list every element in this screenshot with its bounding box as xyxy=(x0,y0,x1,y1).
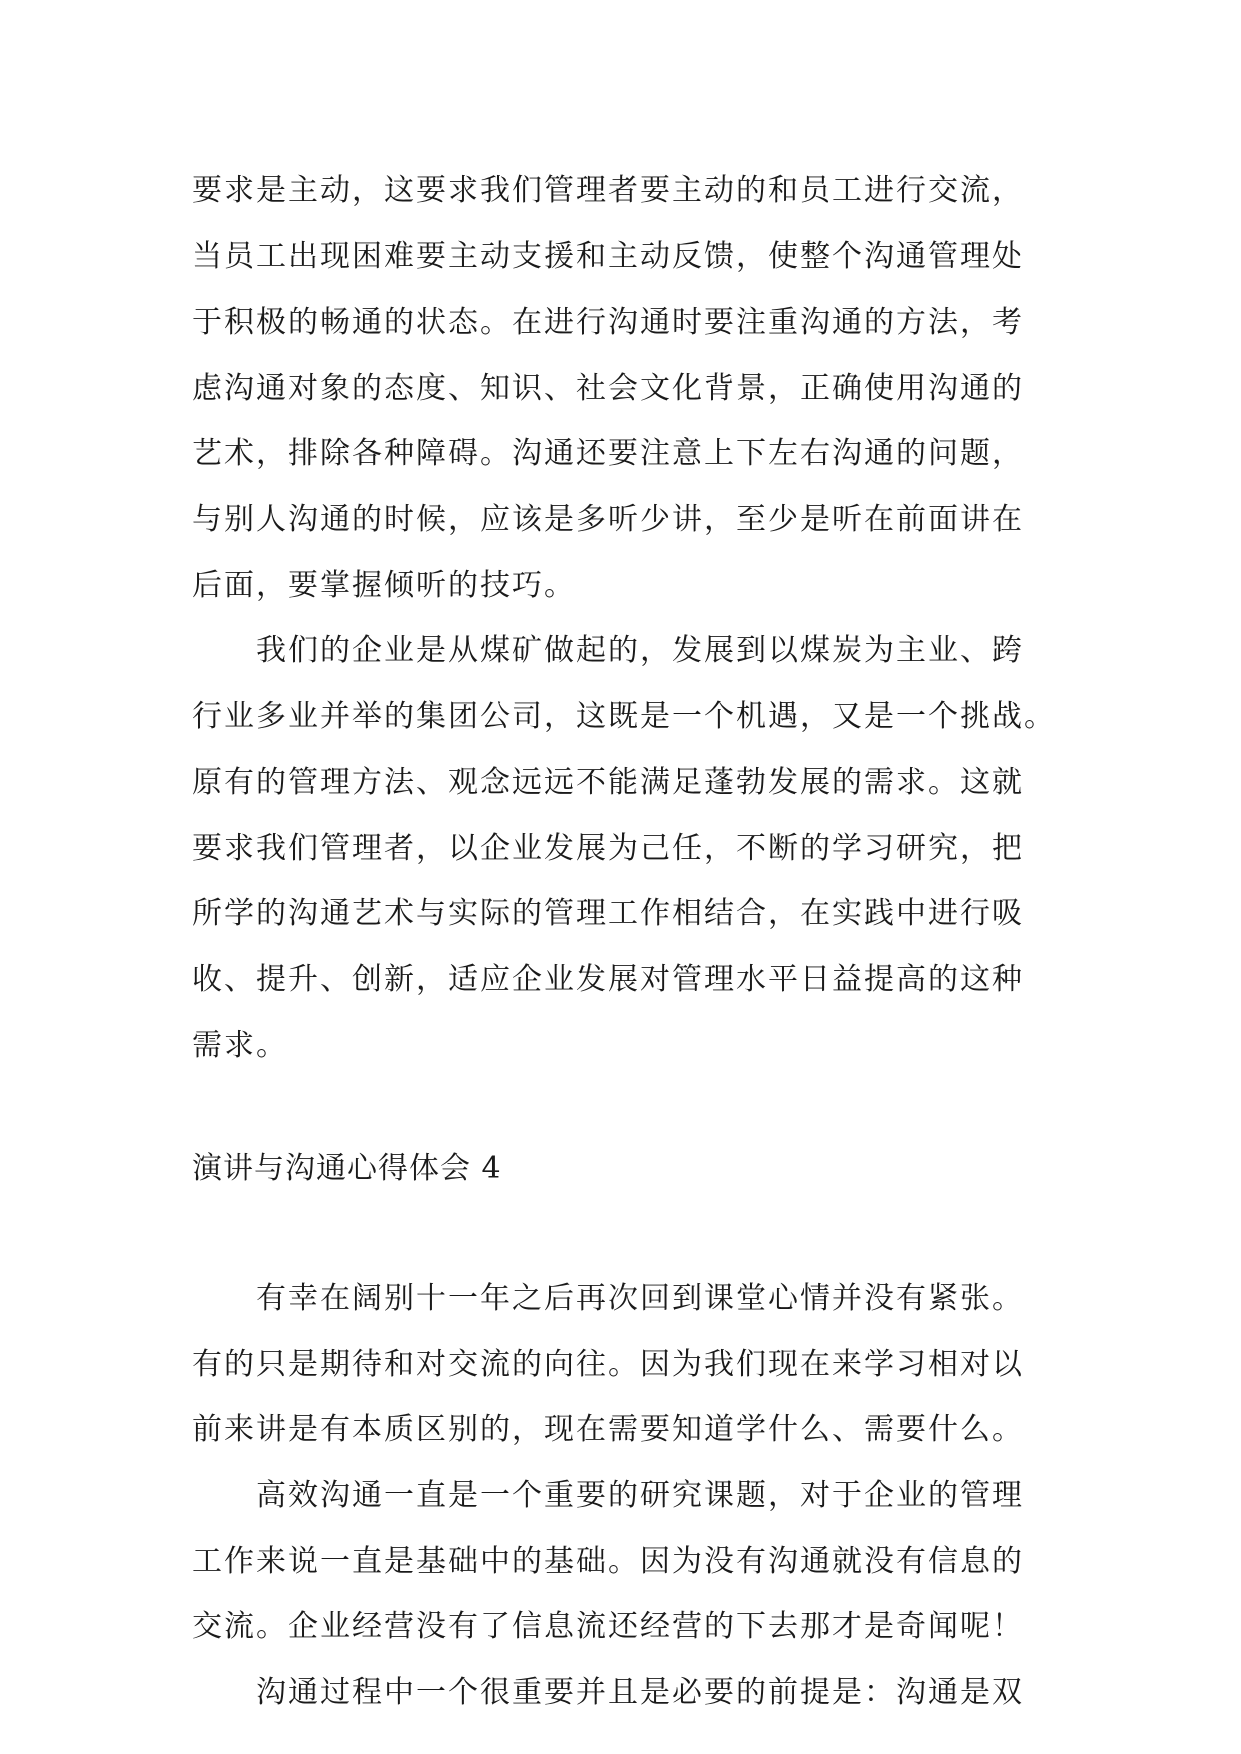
paragraph-line: 有幸在阔别十一年之后再次回到课堂心情并没有紧张。 xyxy=(256,1281,1024,1316)
paragraph-line: 收、提升、创新，适应企业发展对管理水平日益提高的这种 xyxy=(192,962,1024,997)
paragraph-line: 当员工出现困难要主动支援和主动反馈，使整个沟通管理处 xyxy=(192,239,1024,274)
paragraph-line: 要求我们管理者，以企业发展为己任，不断的学习研究，把 xyxy=(192,831,1024,866)
paragraph-line: 原有的管理方法、观念远远不能满足蓬勃发展的需求。这就 xyxy=(192,765,1024,800)
paragraph-line: 交流。企业经营没有了信息流还经营的下去那才是奇闻呢！ xyxy=(192,1609,1024,1644)
paragraph-line: 所学的沟通艺术与实际的管理工作相结合，在实践中进行吸 xyxy=(192,896,1024,931)
paragraph-line: 与别人沟通的时候，应该是多听少讲，至少是听在前面讲在 xyxy=(192,502,1024,537)
paragraph-line: 行业多业并举的集团公司，这既是一个机遇，又是一个挑战。 xyxy=(192,699,1056,734)
paragraph-line: 前来讲是有本质区别的，现在需要知道学什么、需要什么。 xyxy=(192,1412,1024,1447)
section-heading: 演讲与沟通心得体会 4 xyxy=(192,1151,502,1186)
paragraph-line: 有的只是期待和对交流的向往。因为我们现在来学习相对以 xyxy=(192,1347,1024,1382)
paragraph-line: 艺术，排除各种障碍。沟通还要注意上下左右沟通的问题， xyxy=(192,436,1024,471)
paragraph-line: 虑沟通对象的态度、知识、社会文化背景，正确使用沟通的 xyxy=(192,371,1024,406)
paragraph-line: 我们的企业是从煤矿做起的，发展到以煤炭为主业、跨 xyxy=(256,633,1024,668)
paragraph-line: 需求。 xyxy=(192,1028,288,1063)
paragraph-line: 高效沟通一直是一个重要的研究课题，对于企业的管理 xyxy=(256,1478,1024,1513)
paragraph-line: 于积极的畅通的状态。在进行沟通时要注重沟通的方法，考 xyxy=(192,305,1024,340)
paragraph-line: 沟通过程中一个很重要并且是必要的前提是：沟通是双 xyxy=(256,1675,1024,1710)
paragraph-line: 工作来说一直是基础中的基础。因为没有沟通就没有信息的 xyxy=(192,1544,1024,1579)
paragraph-line: 后面，要掌握倾听的技巧。 xyxy=(192,568,576,603)
paragraph-line: 要求是主动，这要求我们管理者要主动的和员工进行交流， xyxy=(192,173,1024,208)
